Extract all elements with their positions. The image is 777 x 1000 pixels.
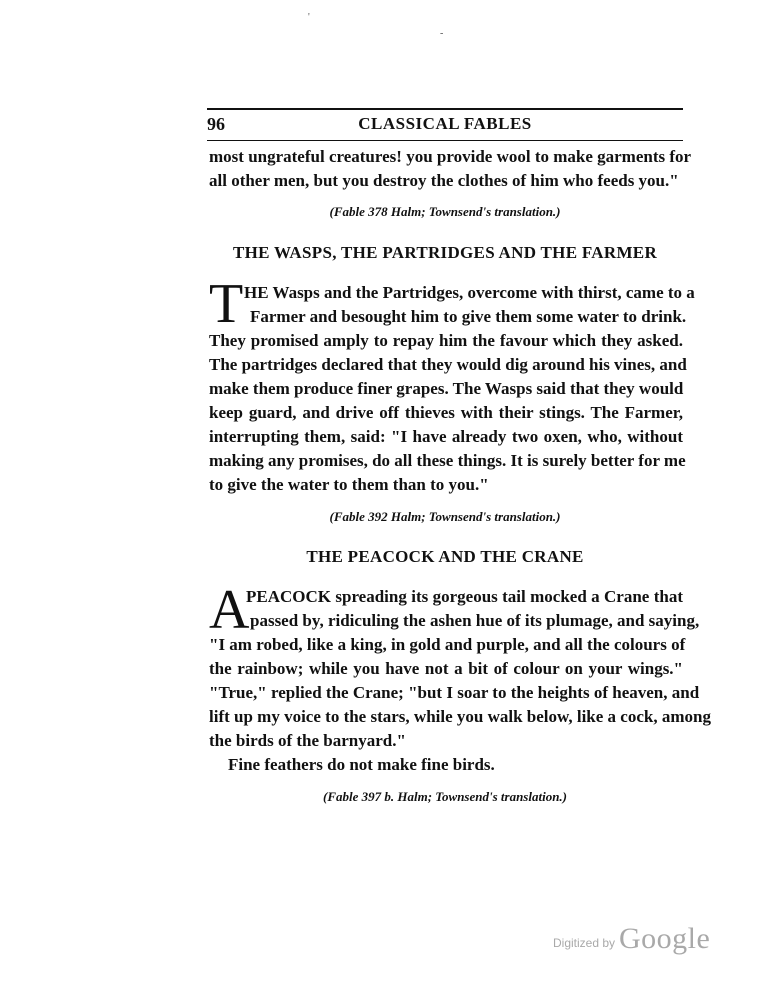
citation: (Fable 397 b. Halm; Townsend's translation.) xyxy=(322,789,568,804)
text-line: keep guard, and drive off thieves with their stings. The Farmer, xyxy=(209,403,683,422)
text-line: Farmer and besought him to give them some water to drink. xyxy=(250,307,687,326)
text-line: make them produce finer grapes. The Wasps said that they would xyxy=(209,379,684,398)
scan-speck: ' xyxy=(308,12,310,23)
text-line: lift up my voice to the stars, while you walk below, like a cock, among xyxy=(209,707,711,726)
text-line: They promised amply to repay him the favour which they asked. xyxy=(209,331,683,350)
watermark-prefix: Digitized by xyxy=(553,936,616,950)
text-line: "I am robed, like a king, in gold and purple, and all the colours of xyxy=(209,635,686,654)
text-line: making any promises, do all these things. It is surely better for me xyxy=(209,451,686,470)
text-line: all other men, but you destroy the clothes of him who feeds you." xyxy=(209,171,679,190)
drop-cap: T xyxy=(209,273,244,335)
text-line: interrupting them, said: "I have already two oxen, who, without xyxy=(209,427,683,446)
running-head xyxy=(207,114,683,138)
page-number: 96 xyxy=(207,114,225,134)
text-line: the birds of the barnyard." xyxy=(209,731,406,750)
text-line: most ungrateful creatures! you provide wool to make garments for xyxy=(209,147,692,166)
citation: (Fable 378 Halm; Townsend's translation.) xyxy=(329,204,561,219)
google-logo: Google xyxy=(619,922,711,955)
running-title: CLASSICAL FABLES xyxy=(358,114,532,133)
fable-title: THE WASPS, THE PARTRIDGES AND THE FARMER xyxy=(232,243,658,262)
text-line: the rainbow; while you have not a bit of colour on your wings." xyxy=(209,659,683,678)
text-line: to give the water to them than to you." xyxy=(209,475,489,494)
top-rule xyxy=(207,108,683,110)
fable-title: THE PEACOCK AND THE CRANE xyxy=(306,547,584,566)
moral-line: Fine feathers do not make fine birds. xyxy=(228,755,495,774)
header-rule xyxy=(207,140,683,141)
text-line: passed by, ridiculing the ashen hue of its plumage, and saying, xyxy=(250,611,700,630)
text-line: "True," replied the Crane; "but I soar to the heights of heaven, and xyxy=(209,683,700,702)
scan-speck: - xyxy=(440,28,444,39)
citation: (Fable 392 Halm; Townsend's translation.) xyxy=(329,509,561,524)
text-line: The partridges declared that they would dig around his vines, and xyxy=(209,355,687,374)
text-line: HE Wasps and the Partridges, overcome with thirst, came to a xyxy=(244,283,695,302)
drop-cap: A xyxy=(209,579,250,641)
text-line: PEACOCK spreading its gorgeous tail mocked a Crane that xyxy=(246,587,683,606)
